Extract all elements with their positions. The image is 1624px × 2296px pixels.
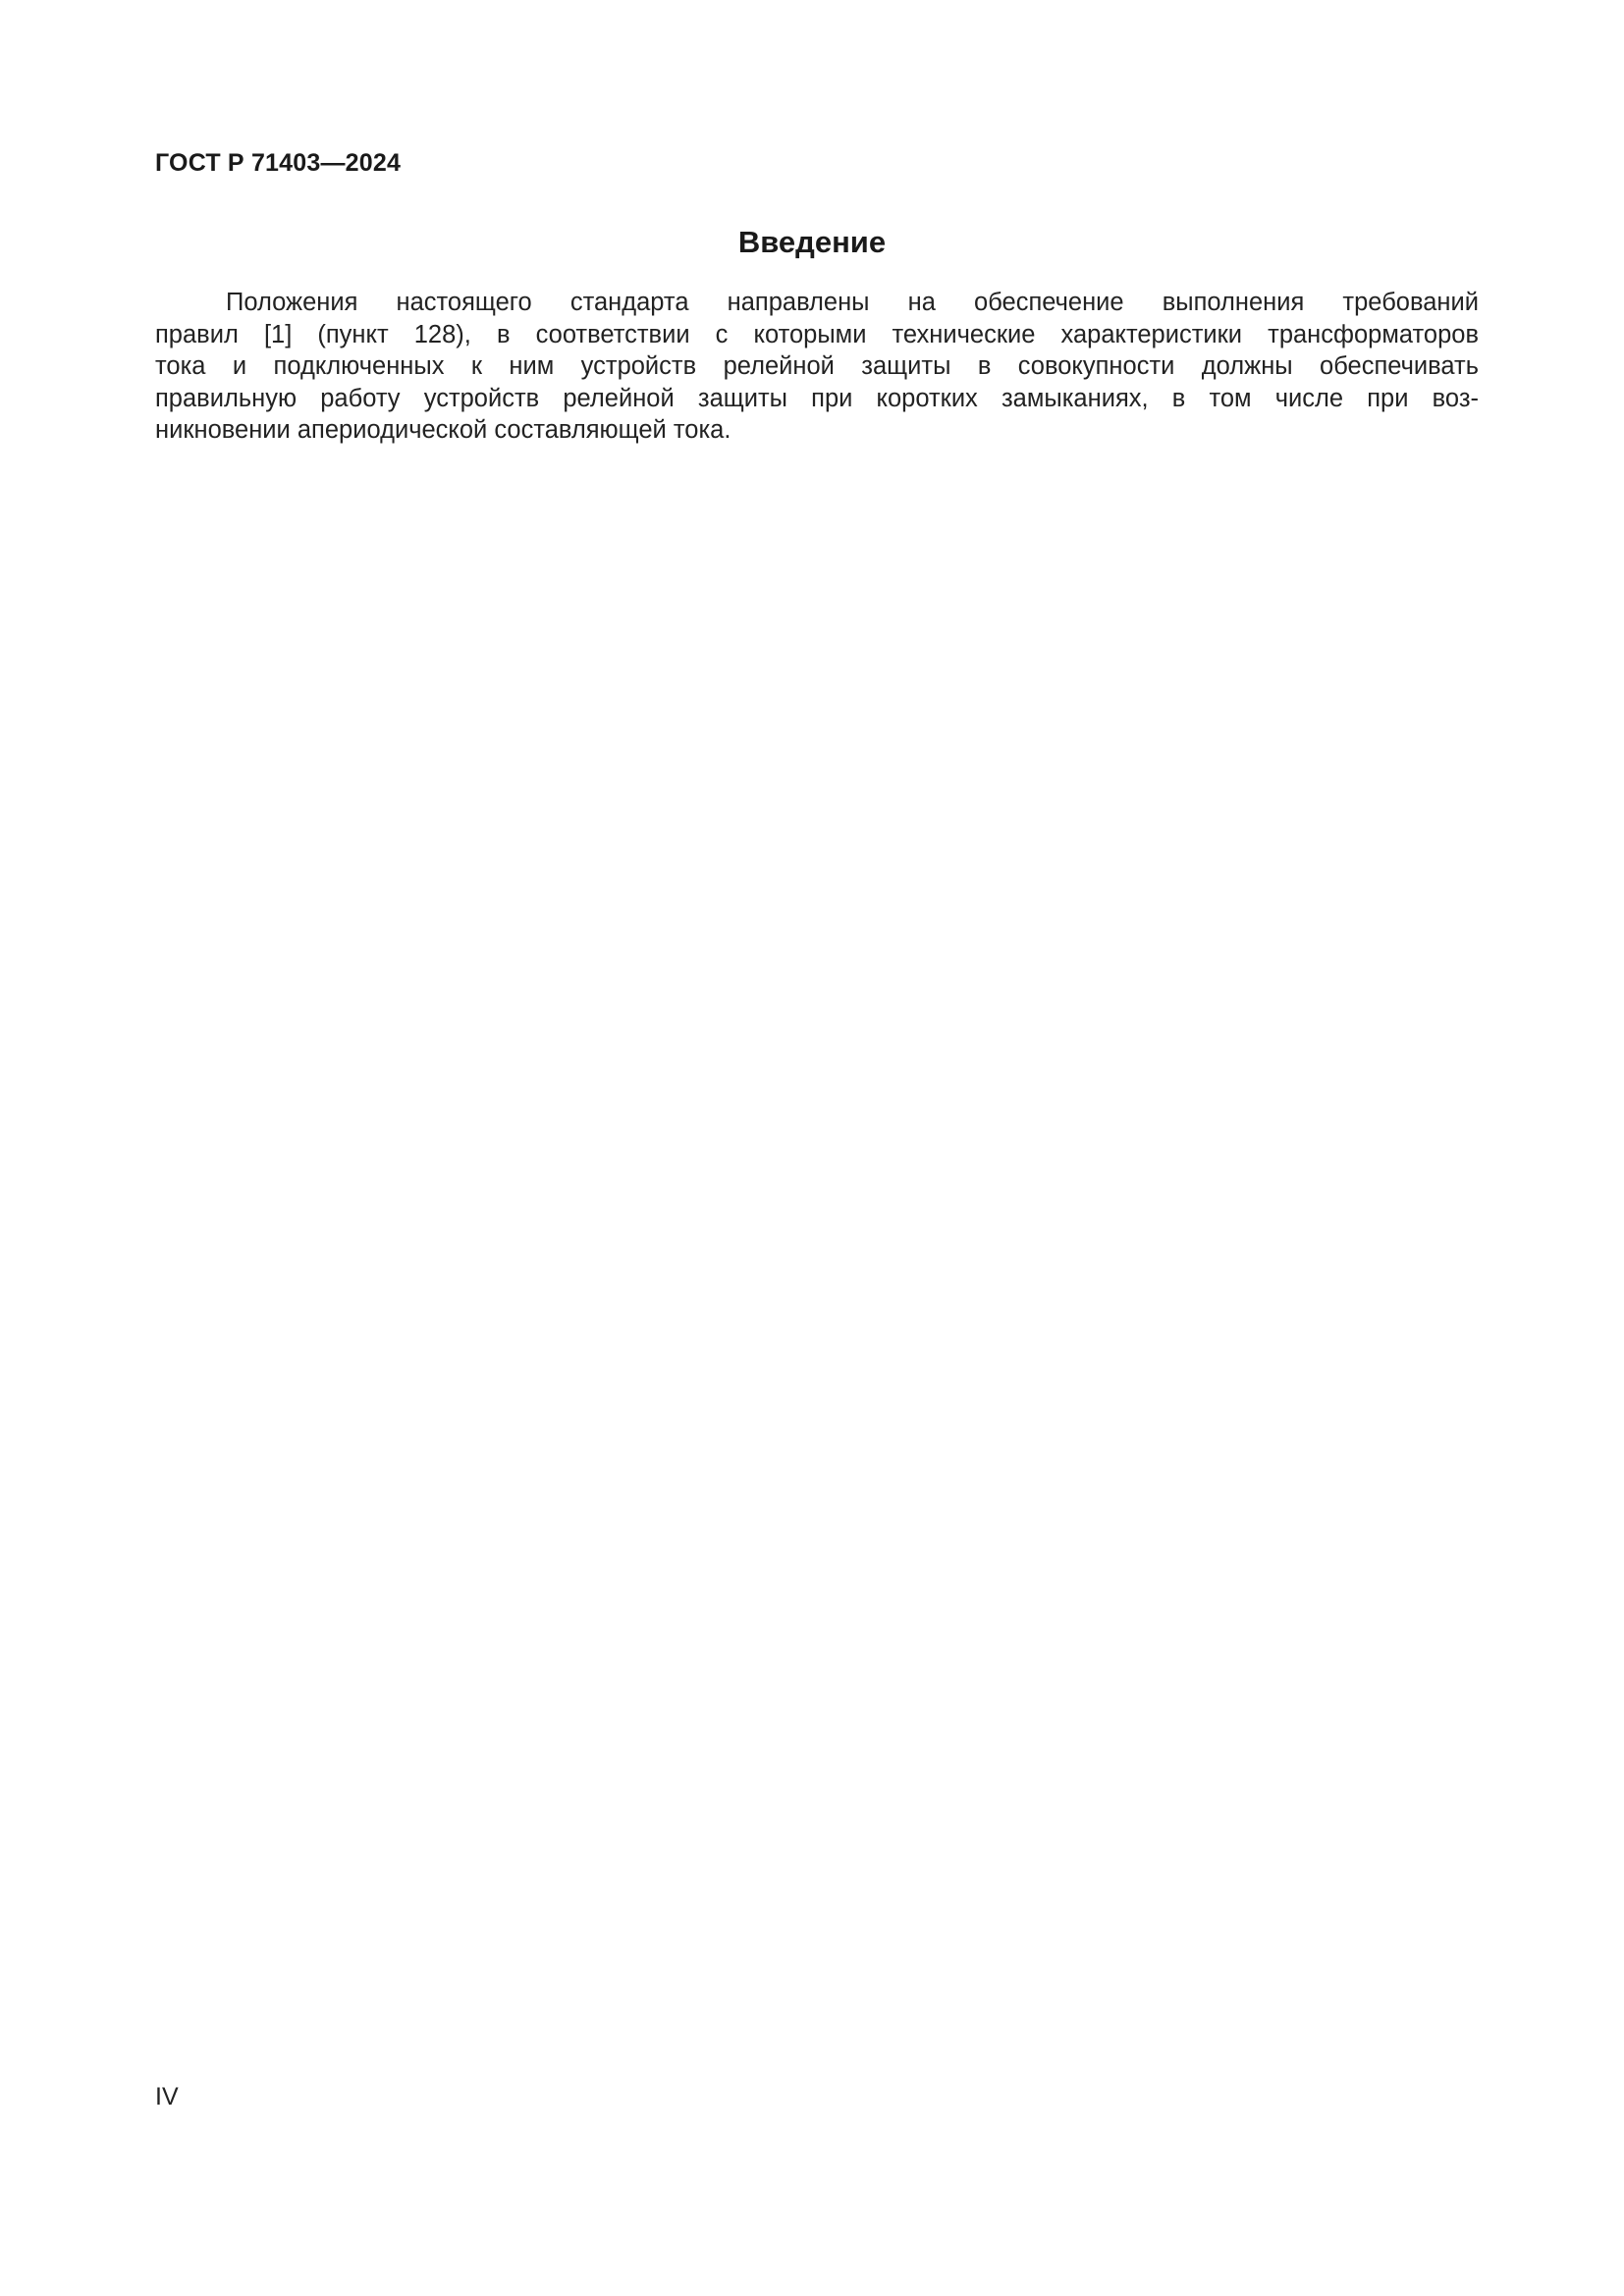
paragraph-line: тока и подключенных к ним устройств релейной защиты в совокупности должны обеспечивать (155, 352, 1479, 380)
page-number: IV (155, 2083, 179, 2110)
section-title: Введение (737, 225, 887, 259)
paragraph-line: Положения настоящего стандарта направлены на обеспечение выполнения требований (226, 289, 1479, 316)
paragraph-line: никновении апериодической составляющей тока. (155, 416, 731, 444)
introduction-paragraph (155, 287, 1479, 447)
paragraph-line: правильную работу устройств релейной защиты при коротких замыканиях, в том числе при воз- (155, 384, 1479, 412)
paragraph-line: правил [1] (пункт 128), в соответствии с которыми технические характеристики трансформаторов (155, 320, 1479, 348)
standard-designation: ГОСТ Р 71403—2024 (155, 149, 402, 177)
